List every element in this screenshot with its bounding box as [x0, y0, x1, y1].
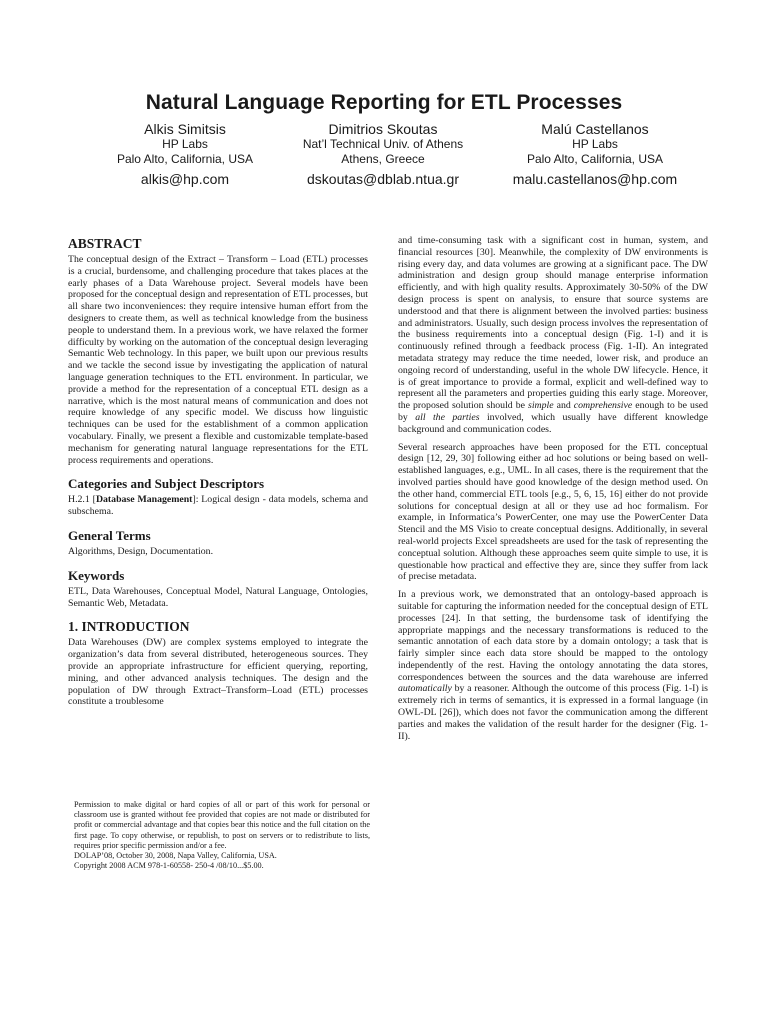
introduction-paragraph: In a previous work, we demonstrated that an ontology-based approach is suitable for capturing the information needed for the conceptual design of ETL processes [24]. In that setting, the burdensome task of identifying the appropriate mappings and the necessary transformations is reduced to the semantic annotation of each data store by a domain ontology; a task that is fairly simpler since each data store should be mapped to the ontology independently of the rest. Having the ontology annotating the data stores, correspondences between the sources and the data warehouse are inferred automatically by a reasoner. Although the outcome of this process (Fig. 1-I) is extremely rich in terms of semantics, it is expressed in a formal language (in OWL-DL [26]), which does not favor the communication among the different parties and makes the validation of the result harder for the designer (Fig. 1-II).: [398, 589, 708, 742]
author-email: dskoutas@dblab.ntua.gr: [307, 171, 459, 187]
author-email: malu.castellanos@hp.com: [512, 171, 678, 187]
paper-title: Natural Language Reporting for ETL Processes: [145, 91, 623, 114]
author-name: Malú Castellanos: [541, 121, 649, 137]
author-affiliation: HP Labs: [572, 137, 618, 151]
keywords-heading: Keywords: [68, 567, 125, 583]
author-block: [470, 122, 720, 187]
permission-notice: [74, 800, 370, 871]
copyright-info: Copyright 2008 ACM 978-1-60558- 250-4 /08/10...$5.00.: [74, 861, 264, 871]
permission-text: Permission to make digital or hard copies of all or part of this work for personal or classroom use is granted without fee provided that copies are not made or distributed for profit or commercial advantage and that copies bear this notice and the full citation on the first page. To copy otherwise, or republish, to post on servers or to redistribute to lists, requires prior specific permission and/or a fee.: [74, 800, 370, 850]
right-column: [398, 235, 708, 748]
left-column: [68, 236, 368, 714]
abstract-heading: ABSTRACT: [68, 236, 142, 251]
author-location: Palo Alto, California, USA: [526, 152, 664, 166]
keywords-text: ETL, Data Warehouses, Conceptual Model, Natural Language, Ontologies, Semantic Web, Metadata.: [68, 585, 368, 609]
introduction-paragraph: and time-consuming task with a significant cost in human, system, and financial resources [30]. Meanwhile, the complexity of DW environments is rising every day, and data volumes are growing at a significant pace. The DW administration and design group should manage enterprise information efficiently, and with high quality results. Approximately 30-50% of the DW design process is spent on analysis, to ensure that source systems are understood and that there is alignment between the involved parties: business and administrators. Usually, such design process involves the representation of the business requirements into a conceptual design (Fig. 1-I) and it is continuously refined through a feedback process (Fig. 1-II). An integrated metadata strategy may reduce the time needed, lower risk, and produce an ongoing record of understanding, useful in the whole DW lifecycle. Hence, it is of great importance to provide a formal, explicit and well-defined way to represent all the parameters and properties guiding this early stage. Moreover, the proposed solution should be simple and comprehensive enough to be used by all the parties involved, which usually have different knowledge background and communication codes.: [398, 235, 709, 435]
categories-text: H.2.1 [Database Management]: Logical design - data models, schema and subschema.: [68, 494, 369, 518]
author-name: Dimitrios Skoutas: [328, 121, 438, 137]
general-terms-text: Algorithms, Design, Documentation.: [68, 545, 214, 557]
introduction-paragraph: Data Warehouses (DW) are complex systems employed to integrate the organization’s data from several distributed, heterogeneous sources. They provide an appropriate infrastructure for efficient querying, reporting, mining, and other advanced analysis techniques. The design and the population of DW through Extract–Transform–Load (ETL) processes constitute a troublesome: [68, 637, 368, 708]
author-affiliation: Nat’l Technical Univ. of Athens: [302, 137, 464, 151]
author-affiliation: HP Labs: [162, 137, 208, 151]
author-email: alkis@hp.com: [140, 171, 230, 187]
abstract-text: The conceptual design of the Extract – Transform – Load (ETL) processes is a crucial, burdensome, and challenging procedure that takes places at the early phases of a Data Warehouse project. Several models have been proposed for the conceptual design and representation of ETL processes, but all share two inconveniences: they require intensive human effort from the designers to create them, as well as technical knowledge from the business people to understand them. In a previous work, we have relaxed the former difficulty by working on the automation of the conceptual design leveraging Semantic Web technology. In this paper, we built upon our previous results and we tackle the second issue by investigating the application of natural language generation techniques to the ETL environment. In particular, we provide a method for the representation of a conceptual ETL design as a narrative, which is the most natural means of communication and does not require knowledge of any specific model. We discuss how linguistic techniques can be used for the establishment of a common application vocabulary. Finally, we present a flexible and customizable template-based mechanism for generating natural language representations for the ETL process requirements and operations.: [68, 254, 368, 466]
categories-heading: Categories and Subject Descriptors: [68, 476, 265, 492]
author-location: Palo Alto, California, USA: [116, 152, 254, 166]
conference-info: DOLAP’08, October 30, 2008, Napa Valley, California, USA.: [74, 851, 277, 861]
author-name: Alkis Simitsis: [144, 121, 226, 137]
general-terms-heading: General Terms: [68, 527, 151, 543]
introduction-paragraph: Several research approaches have been proposed for the ETL conceptual design [12, 29, 30] following either ad hoc solutions or being based on well-established languages, e.g., UML. In all cases, there is the requirement that the involved parties should have good knowledge of the design method used. On the other hand, commercial ETL tools [e.g., 5, 6, 15, 16] either do not provide solutions for conceptual design at all or they use ad hoc formalism. For example, in Informatica’s PowerCenter, one may use the PowerCenter Data Stencil and the MS Visio to create conceptual designs. Additionally, in several real-world projects Excel spreadsheets are used for the task of representing the conceptual solution. Although these approaches seem quite simple to use, it is questionable how practical and effective they are, since they suffer from lack of precise metadata.: [398, 441, 708, 583]
author-location: Athens, Greece: [341, 152, 425, 166]
introduction-heading: 1. INTRODUCTION: [68, 619, 190, 635]
